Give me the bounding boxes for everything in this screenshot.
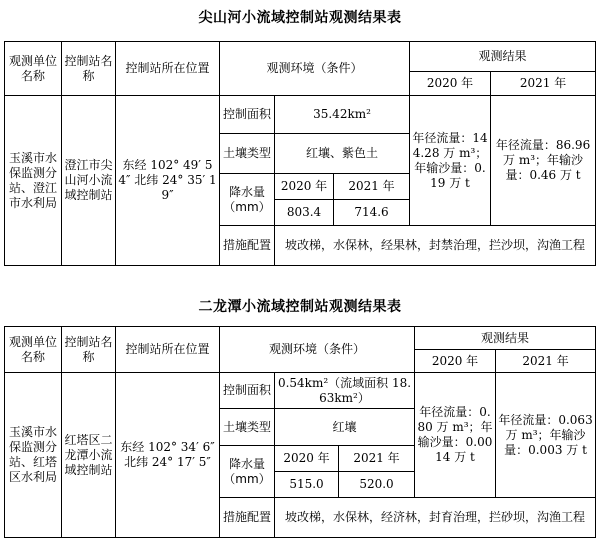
header-unit: 观测单位名称 (5, 42, 62, 96)
control-area-label: 控制面积 (220, 373, 275, 409)
header-results: 观测结果 (415, 327, 596, 350)
rain-2020-label: 2020 年 (275, 174, 334, 200)
header-results: 观测结果 (410, 42, 596, 72)
result-2021: 年径流量：0.063 万 m³；年输沙量：0.003 万 t (496, 373, 596, 498)
header-location: 控制站所在位置 (116, 327, 220, 373)
header-station: 控制站名称 (62, 327, 116, 373)
header-env: 观测环境（条件） (220, 42, 410, 96)
header-env: 观测环境（条件） (220, 327, 415, 373)
header-location: 控制站所在位置 (116, 42, 220, 96)
rain-2020-label: 2020 年 (275, 446, 339, 472)
soil-label: 土壤类型 (220, 134, 275, 174)
control-area-value: 0.54km²（流域面积 18.63km²） (275, 373, 415, 409)
rain-2020-value: 803.4 (275, 200, 334, 226)
unit-cell: 玉溪市水保监测分站、澄江市水利局 (5, 96, 62, 266)
unit-cell: 玉溪市水保监测分站、红塔区水利局 (5, 373, 62, 538)
header-unit: 观测单位名称 (5, 327, 62, 373)
header-2020: 2020 年 (410, 72, 491, 96)
location-cell: 东经 102° 49′ 54″ 北纬 24° 35′ 19″ (116, 96, 220, 266)
measures-label: 措施配置 (220, 498, 275, 538)
soil-value: 红壤、紫色土 (275, 134, 410, 174)
table1 (4, 41, 596, 266)
header-2021: 2021 年 (491, 72, 596, 96)
rain-2020-value: 515.0 (275, 472, 339, 498)
table1-title: 尖山河小流域控制站观测结果表 (198, 10, 402, 26)
rain-2021-value: 520.0 (339, 472, 415, 498)
measures-value: 坡改梯，水保林，经果林，封禁治理，拦沙坝，沟渔工程 (275, 226, 596, 266)
rain-2021-value: 714.6 (334, 200, 410, 226)
rain-2021-label: 2021 年 (334, 174, 410, 200)
soil-value: 红壤 (275, 409, 415, 446)
result-2020: 年径流量：144.28 万 m³；年输沙量：0.19 万 t (410, 96, 491, 226)
rain-label: 降水量（mm） (220, 446, 275, 498)
rain-label: 降水量（mm） (220, 174, 275, 226)
measures-value: 坡改梯，水保林，经济林，封育治理，拦砂坝，沟渔工程 (275, 498, 596, 538)
result-2021: 年径流量：86.96 万 m³；年输沙量：0.46 万 t (491, 96, 596, 226)
station-cell: 红塔区二龙潭小流域控制站 (62, 373, 116, 538)
table2 (4, 326, 596, 538)
result-2020: 年径流量：0.80 万 m³；年输沙量：0.0014 万 t (415, 373, 496, 498)
header-2021: 2021 年 (496, 350, 596, 373)
rain-2021-label: 2021 年 (339, 446, 415, 472)
measures-label: 措施配置 (220, 226, 275, 266)
header-2020: 2020 年 (415, 350, 496, 373)
control-area-label: 控制面积 (220, 96, 275, 134)
control-area-value: 35.42km² (275, 96, 410, 134)
location-cell: 东经 102° 34′ 6″ 北纬 24° 17′ 5″ (116, 373, 220, 538)
table2-title: 二龙潭小流域控制站观测结果表 (198, 299, 402, 315)
header-station: 控制站名称 (62, 42, 116, 96)
soil-label: 土壤类型 (220, 409, 275, 446)
station-cell: 澄江市尖山河小流域控制站 (62, 96, 116, 266)
